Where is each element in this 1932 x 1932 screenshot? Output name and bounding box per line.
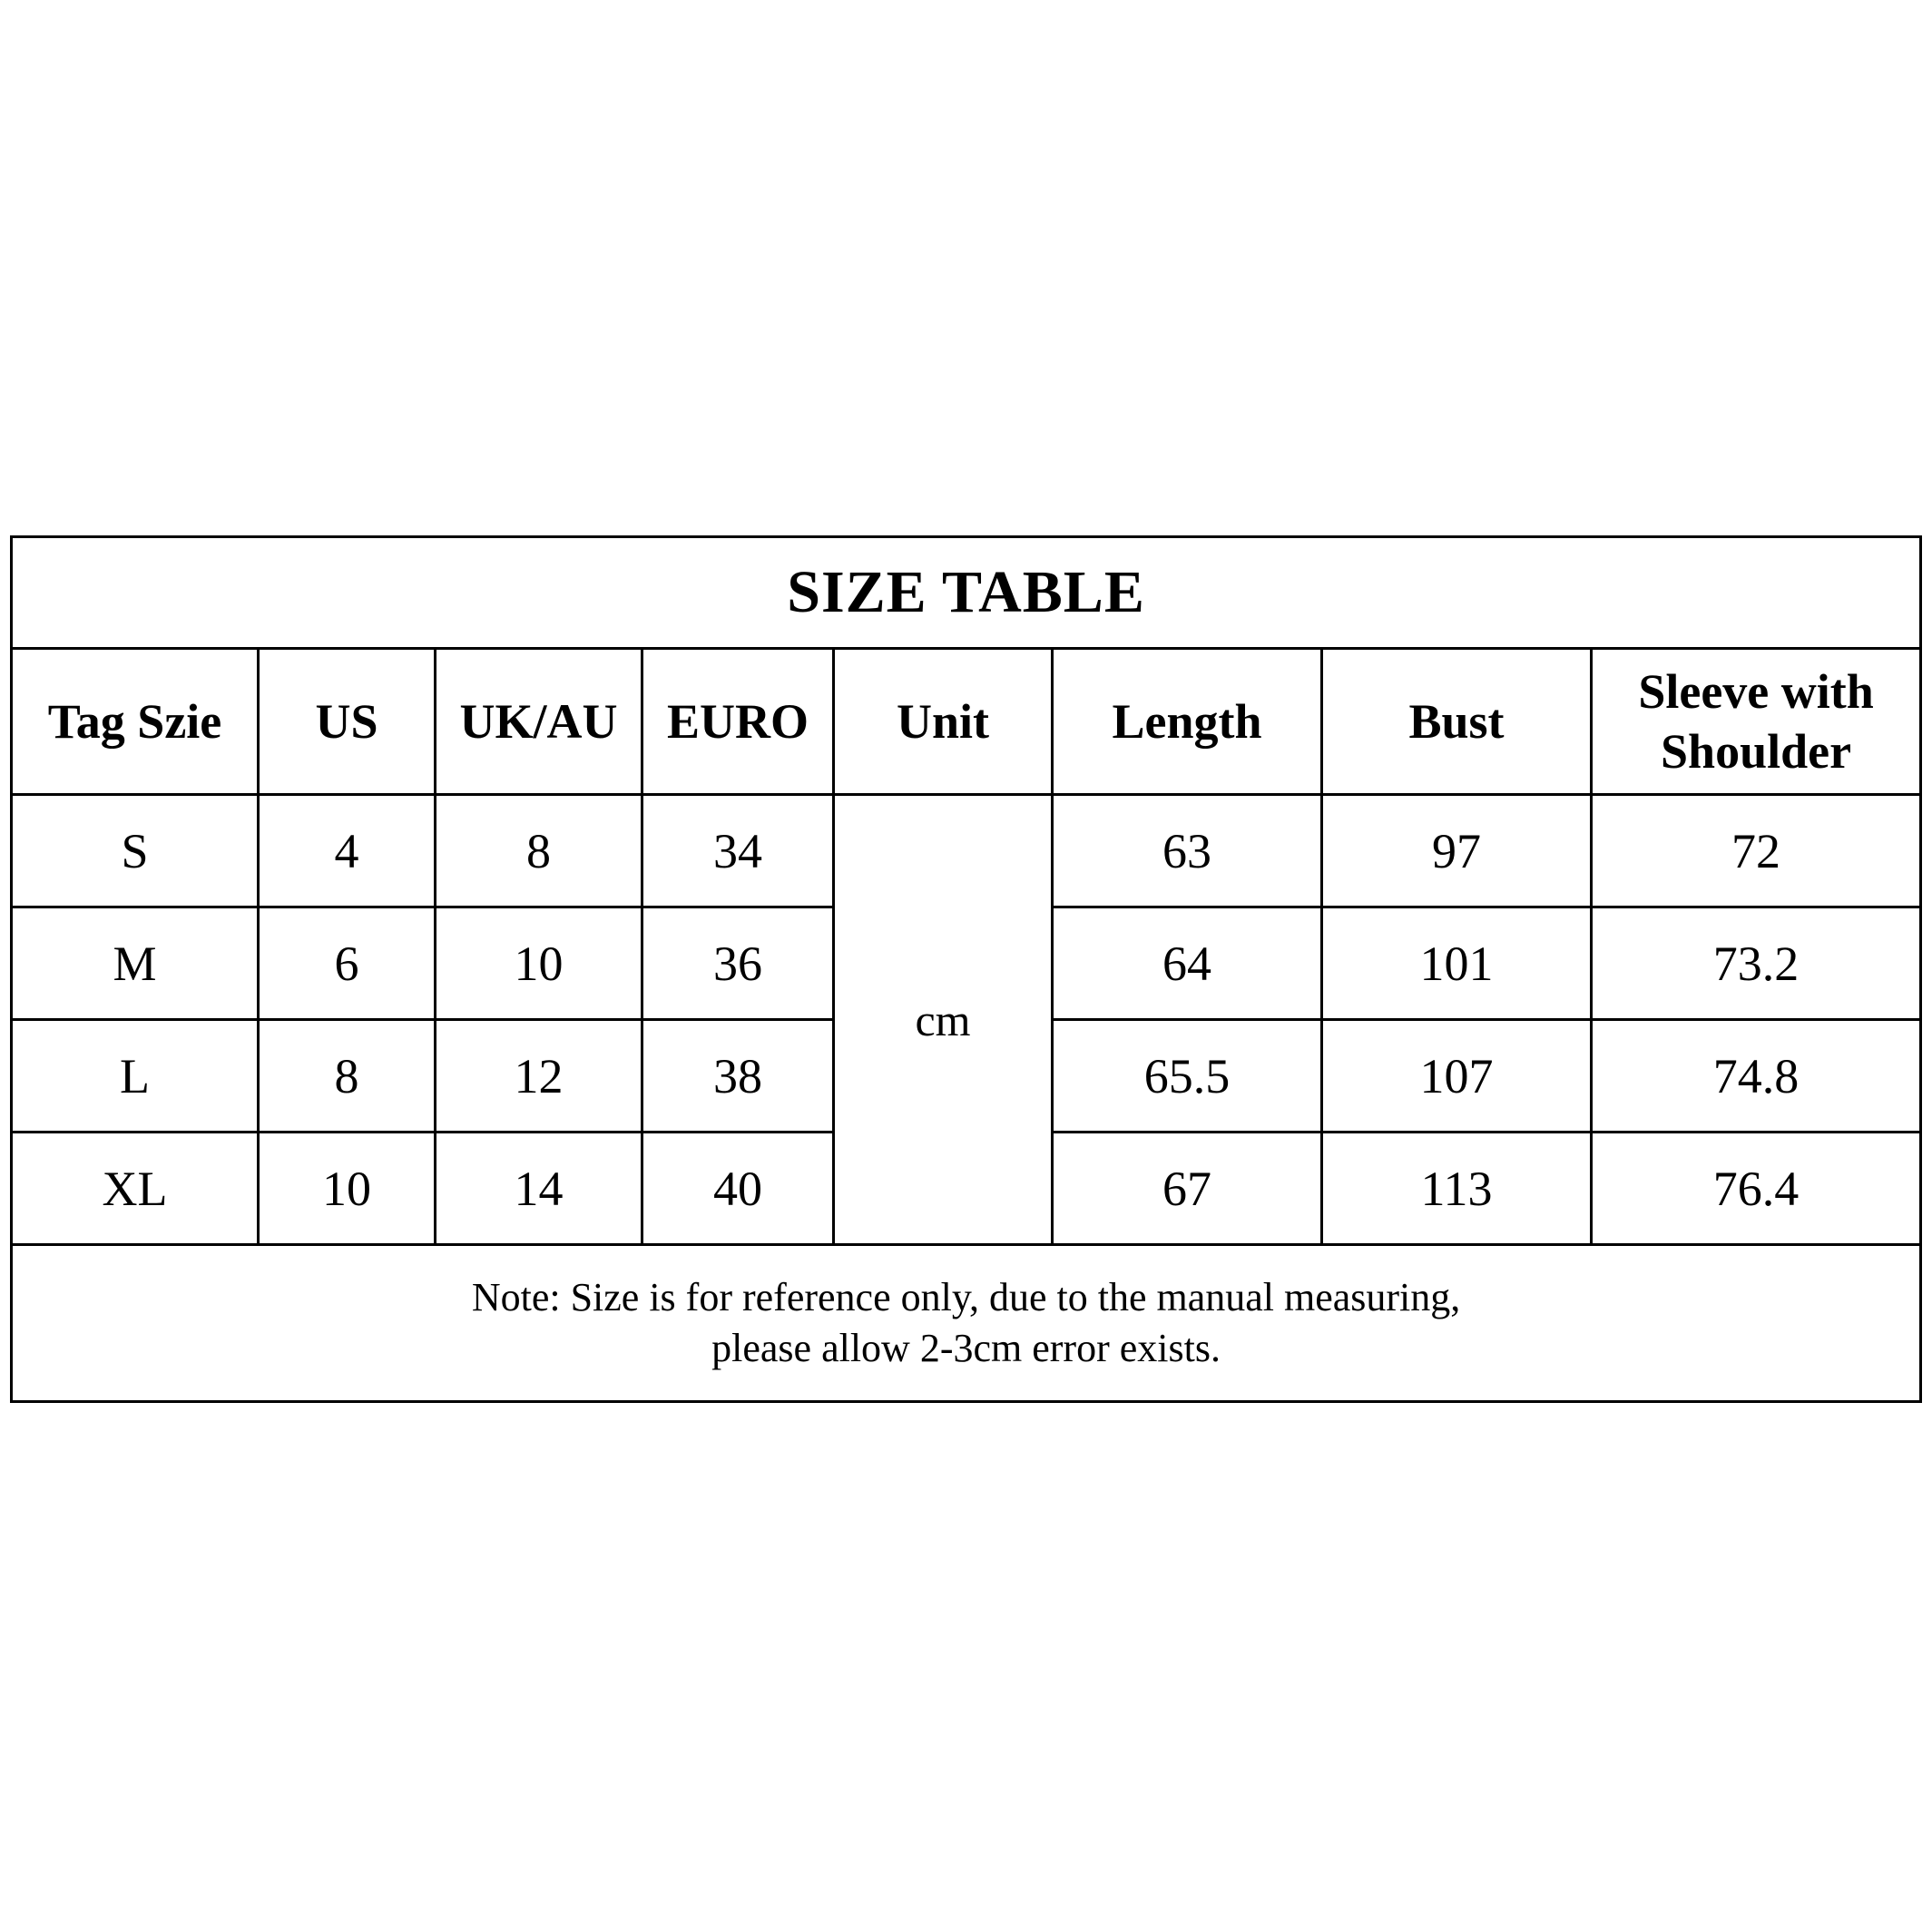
cell-us: 4 [259, 795, 436, 907]
size-table-container [10, 535, 1919, 1403]
cell-uk-au: 12 [436, 1020, 642, 1133]
cell-sleeve: 72 [1592, 795, 1921, 907]
header-uk-au: UK/AU [436, 649, 642, 795]
note-row [12, 1245, 1921, 1402]
header-bust: Bust [1322, 649, 1592, 795]
table-row [12, 795, 1921, 907]
header-sleeve-line-2: Shoulder [1661, 724, 1852, 779]
cell-unit: cm [834, 795, 1053, 1245]
cell-sleeve: 73.2 [1592, 907, 1921, 1020]
header-length: Length [1053, 649, 1322, 795]
cell-length: 64 [1053, 907, 1322, 1020]
note-line-2: please allow 2-3cm error exists. [711, 1326, 1221, 1370]
cell-bust: 113 [1322, 1133, 1592, 1245]
header-sleeve-with-shoulder [1592, 649, 1921, 795]
header-unit: Unit [834, 649, 1053, 795]
cell-uk-au: 10 [436, 907, 642, 1020]
size-table [10, 535, 1922, 1403]
cell-sleeve: 74.8 [1592, 1020, 1921, 1133]
cell-euro: 40 [642, 1133, 834, 1245]
cell-length: 65.5 [1053, 1020, 1322, 1133]
title-row [12, 537, 1921, 649]
cell-tag-size: L [12, 1020, 259, 1133]
header-us: US [259, 649, 436, 795]
cell-bust: 107 [1322, 1020, 1592, 1133]
cell-bust: 101 [1322, 907, 1592, 1020]
cell-euro: 36 [642, 907, 834, 1020]
cell-euro: 38 [642, 1020, 834, 1133]
header-euro: EURO [642, 649, 834, 795]
cell-us: 8 [259, 1020, 436, 1133]
cell-tag-size: XL [12, 1133, 259, 1245]
cell-length: 67 [1053, 1133, 1322, 1245]
cell-us: 6 [259, 907, 436, 1020]
header-tag-size: Tag Szie [12, 649, 259, 795]
header-row [12, 649, 1921, 795]
cell-length: 63 [1053, 795, 1322, 907]
note-line-1: Note: Size is for reference only, due to the manual measuring, [471, 1275, 1461, 1319]
size-note [12, 1245, 1921, 1402]
cell-tag-size: M [12, 907, 259, 1020]
cell-us: 10 [259, 1133, 436, 1245]
cell-sleeve: 76.4 [1592, 1133, 1921, 1245]
header-sleeve-line-1: Sleeve with [1638, 664, 1874, 719]
cell-bust: 97 [1322, 795, 1592, 907]
cell-uk-au: 14 [436, 1133, 642, 1245]
cell-uk-au: 8 [436, 795, 642, 907]
cell-euro: 34 [642, 795, 834, 907]
table-title: SIZE TABLE [12, 537, 1921, 649]
cell-tag-size: S [12, 795, 259, 907]
